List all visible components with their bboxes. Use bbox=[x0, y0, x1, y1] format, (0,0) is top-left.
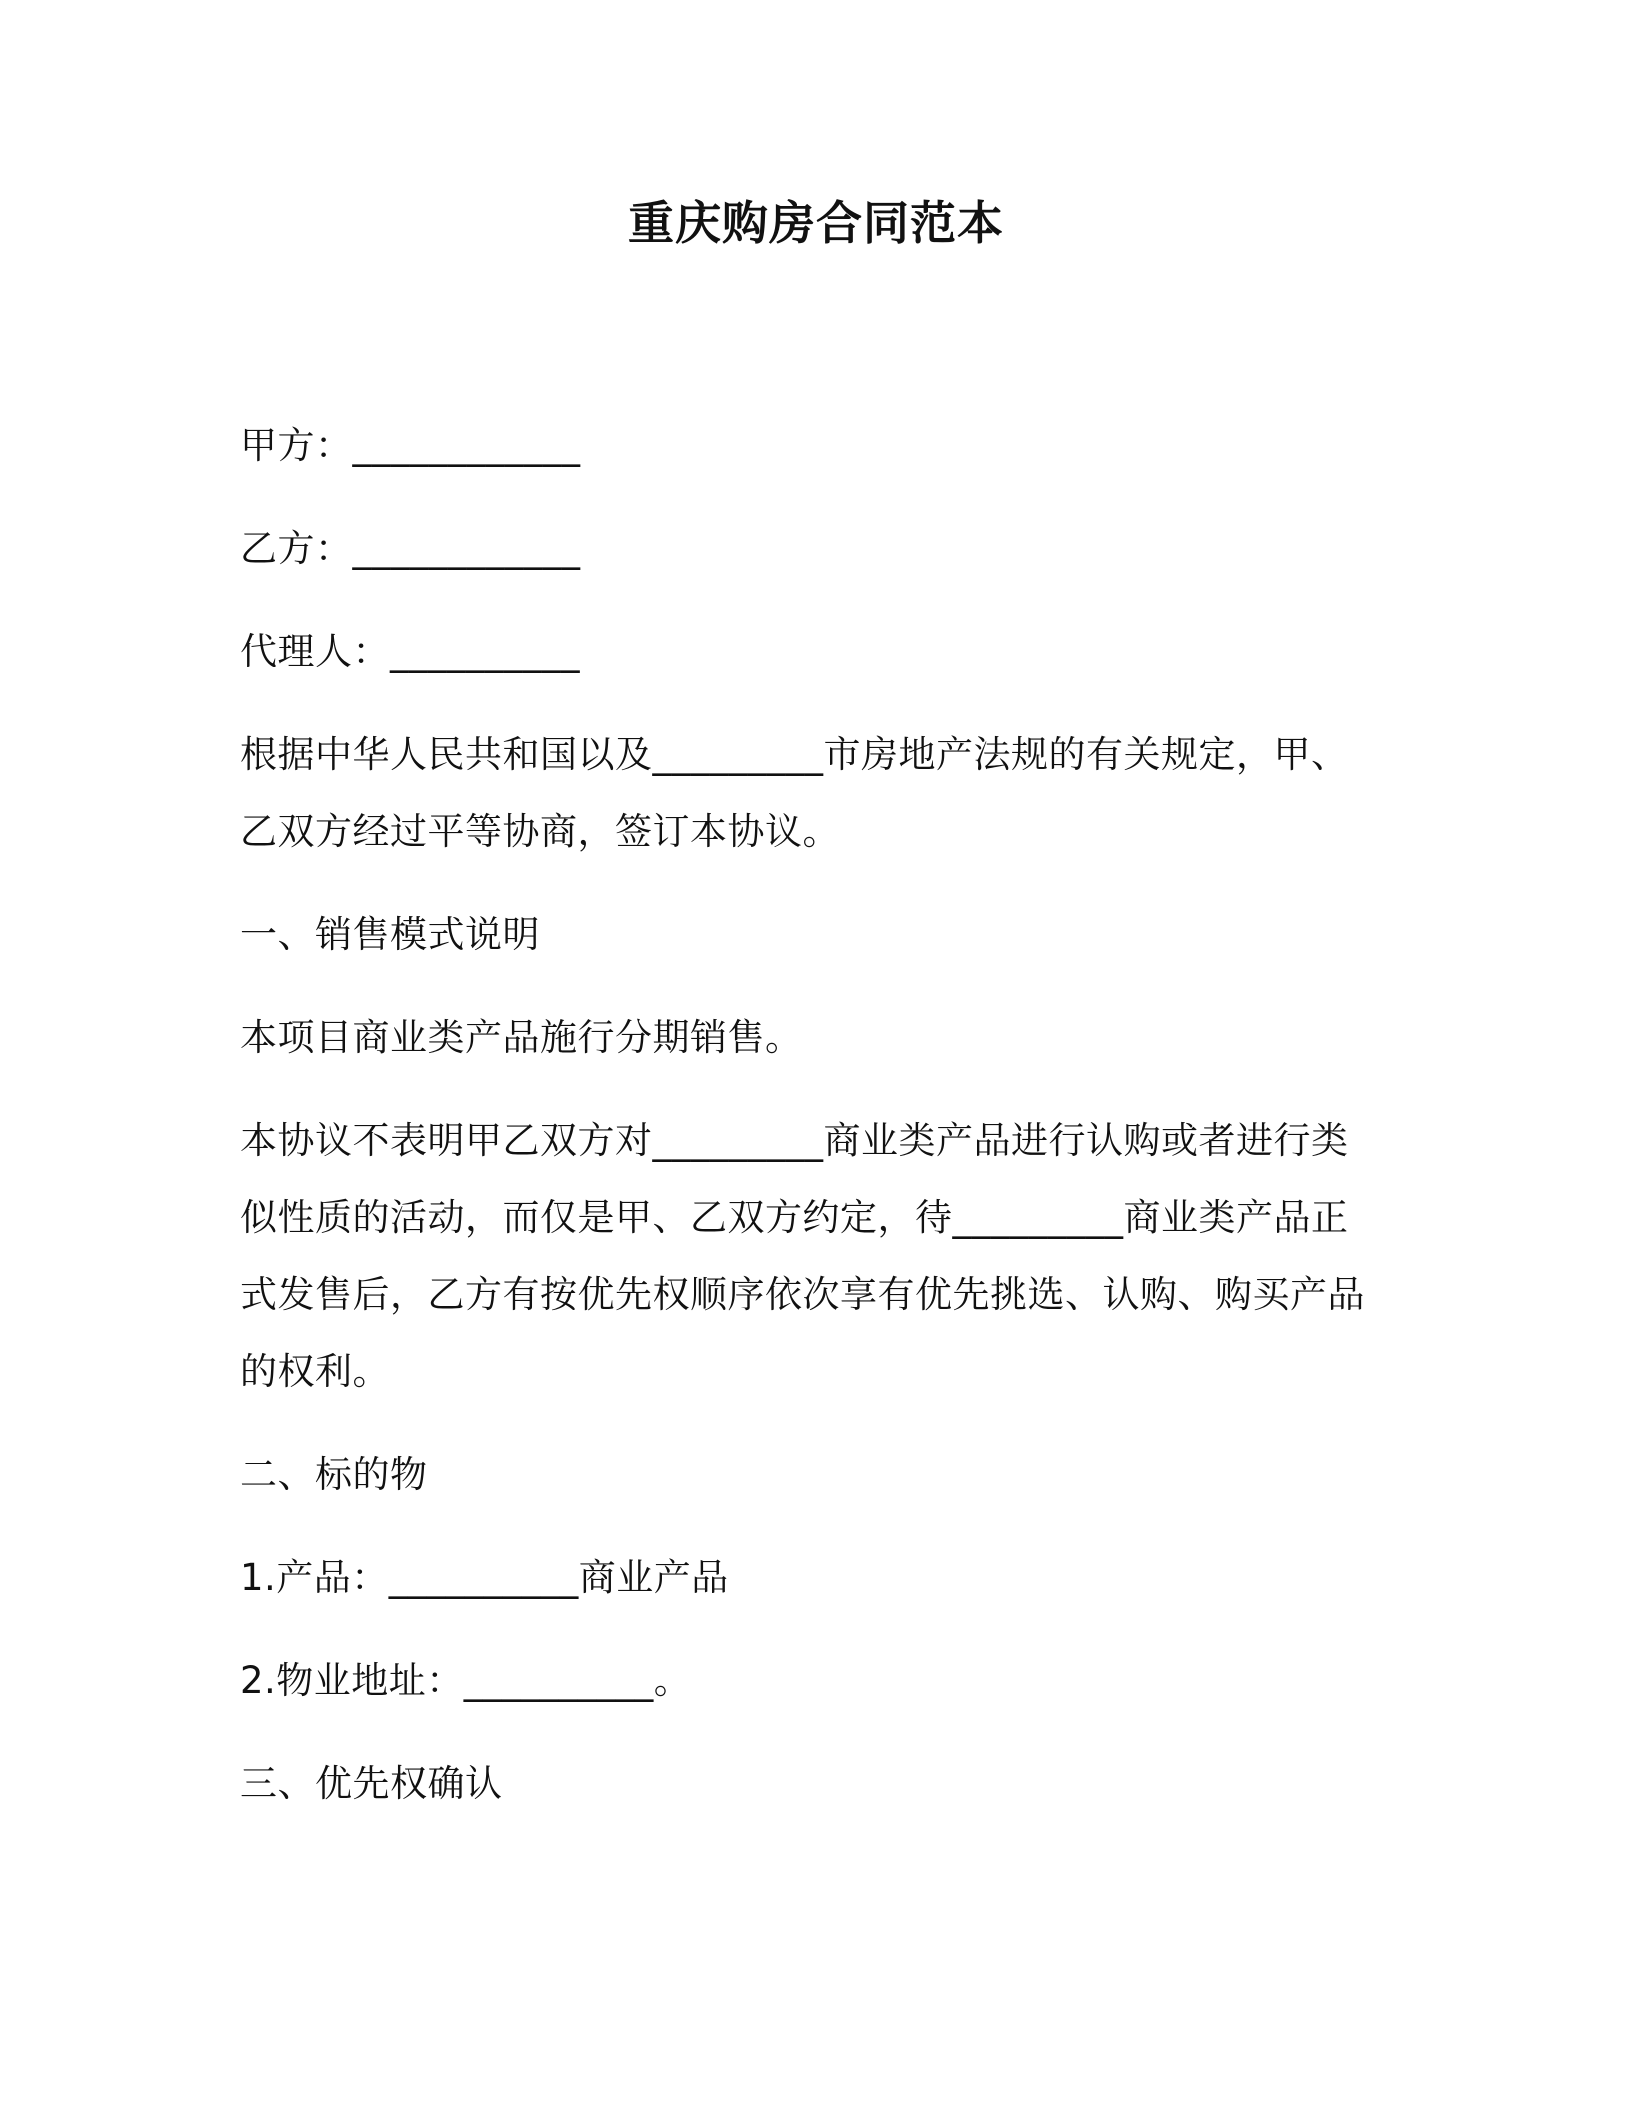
section-2-item-2: 2.物业地址：__________。 bbox=[240, 1659, 692, 1702]
party-b-field: 乙方：____________ bbox=[240, 527, 581, 570]
party-a-field: 甲方：____________ bbox=[240, 424, 581, 467]
section-2-item-1: 1.产品：__________商业产品 bbox=[240, 1556, 729, 1599]
intro-paragraph-line-2: 乙双方经过平等协商，签订本协议。 bbox=[240, 810, 840, 853]
section-1-paragraph-2-line-2: 似性质的活动，而仅是甲、乙双方约定，待_________商业类产品正 bbox=[240, 1196, 1349, 1239]
intro-paragraph-line-1: 根据中华人民共和国以及_________市房地产法规的有关规定，甲、 bbox=[240, 733, 1349, 776]
section-1-paragraph-2-line-1: 本协议不表明甲乙双方对_________商业类产品进行认购或者进行类 bbox=[240, 1119, 1349, 1162]
section-1-paragraph-2-line-3: 式发售后，乙方有按优先权顺序依次享有优先挑选、认购、购买产品 bbox=[240, 1273, 1365, 1316]
section-3-heading: 三、优先权确认 bbox=[240, 1762, 503, 1805]
section-2-heading: 二、标的物 bbox=[240, 1453, 428, 1496]
section-1-paragraph-2-line-4: 的权利。 bbox=[240, 1350, 390, 1393]
section-1-heading: 一、销售模式说明 bbox=[240, 913, 540, 956]
document-title: 重庆购房合同范本 bbox=[628, 196, 1004, 250]
section-1-paragraph-1: 本项目商业类产品施行分期销售。 bbox=[240, 1016, 803, 1059]
agent-field: 代理人：__________ bbox=[240, 630, 580, 673]
